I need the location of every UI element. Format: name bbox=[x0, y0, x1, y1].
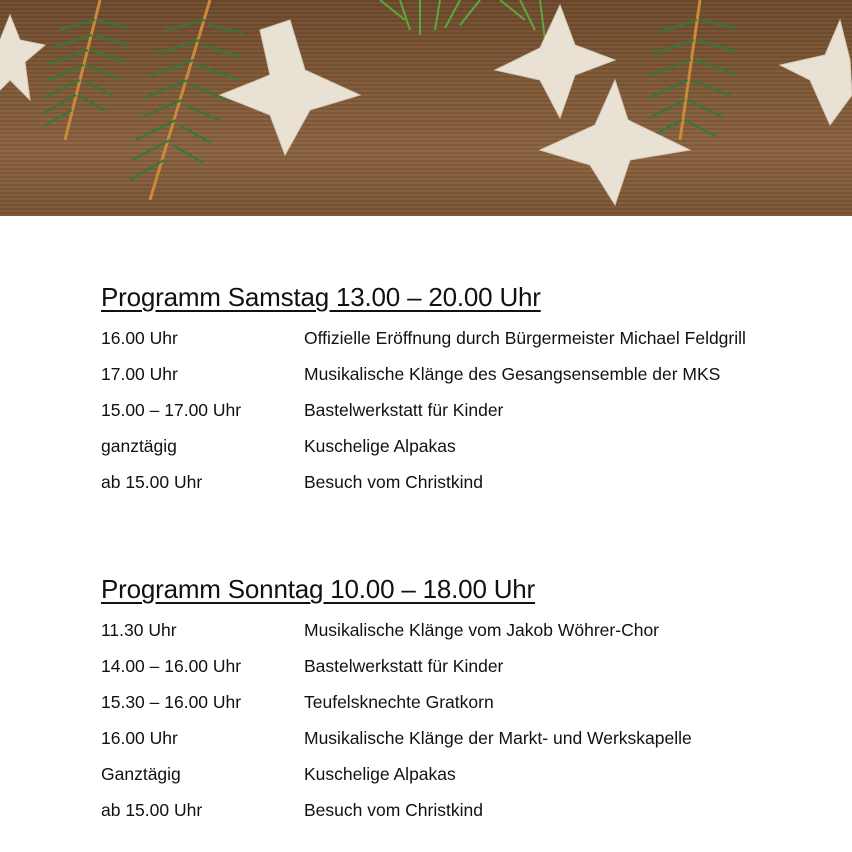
schedule-time: 17.00 Uhr bbox=[101, 363, 178, 384]
schedule-time: 16.00 Uhr bbox=[101, 727, 178, 748]
schedule-time: 15.00 – 17.00 Uhr bbox=[101, 399, 242, 420]
sunday-program-title: Programm Sonntag 10.00 – 18.00 Uhr bbox=[101, 574, 536, 604]
schedule-event: Bastelwerkstatt für Kinder bbox=[304, 399, 504, 420]
schedule-time: Ganztägig bbox=[101, 763, 181, 784]
schedule-row bbox=[101, 392, 821, 428]
star-ornament-icon bbox=[220, 20, 360, 155]
schedule-time: 14.00 – 16.00 Uhr bbox=[101, 655, 242, 676]
star-ornament-icon bbox=[780, 20, 852, 125]
schedule-row bbox=[101, 756, 821, 792]
schedule-row bbox=[101, 356, 821, 392]
fir-branch-icon bbox=[648, 0, 737, 140]
schedule-row bbox=[101, 428, 821, 464]
schedule-row bbox=[101, 648, 821, 684]
schedule-time: ab 15.00 Uhr bbox=[101, 471, 203, 492]
saturday-program-title: Programm Samstag 13.00 – 20.00 Uhr bbox=[101, 282, 541, 312]
schedule-time: 15.30 – 16.00 Uhr bbox=[101, 691, 242, 712]
schedule-row bbox=[101, 720, 821, 756]
schedule-row bbox=[101, 612, 821, 648]
schedule-row bbox=[101, 464, 821, 500]
schedule-event: Besuch vom Christkind bbox=[304, 799, 483, 820]
schedule-event: Kuschelige Alpakas bbox=[304, 763, 456, 784]
star-ornament-icon bbox=[0, 15, 45, 100]
schedule-row bbox=[101, 684, 821, 720]
sunday-schedule bbox=[101, 612, 821, 828]
fir-branch-icon bbox=[44, 0, 128, 140]
schedule-event: Teufelsknechte Gratkorn bbox=[304, 691, 494, 712]
schedule-row bbox=[101, 792, 821, 828]
schedule-event: Musikalische Klänge des Gesangsensemble der MKS bbox=[304, 363, 721, 384]
schedule-row bbox=[101, 320, 821, 356]
schedule-event: Offizielle Eröffnung durch Bürgermeister Michael Feldgrill bbox=[304, 327, 746, 348]
star-ornament-icon bbox=[495, 5, 615, 118]
schedule-time: 16.00 Uhr bbox=[101, 327, 178, 348]
schedule-event: Musikalische Klänge der Markt- und Werkskapelle bbox=[304, 727, 692, 748]
saturday-schedule bbox=[101, 320, 821, 500]
header-banner-image bbox=[0, 0, 852, 216]
fir-branch-icon bbox=[380, 0, 545, 40]
schedule-time: 11.30 Uhr bbox=[101, 619, 177, 640]
saturday-program bbox=[101, 282, 821, 500]
schedule-time: ganztägig bbox=[101, 435, 177, 456]
schedule-event: Besuch vom Christkind bbox=[304, 471, 483, 492]
schedule-event: Kuschelige Alpakas bbox=[304, 435, 456, 456]
fir-branch-icon bbox=[130, 0, 243, 200]
schedule-time: ab 15.00 Uhr bbox=[101, 799, 203, 820]
schedule-event: Musikalische Klänge vom Jakob Wöhrer-Chor bbox=[304, 619, 659, 640]
schedule-event: Bastelwerkstatt für Kinder bbox=[304, 655, 504, 676]
christmas-decoration-illustration bbox=[0, 0, 852, 216]
sunday-program bbox=[101, 574, 821, 828]
